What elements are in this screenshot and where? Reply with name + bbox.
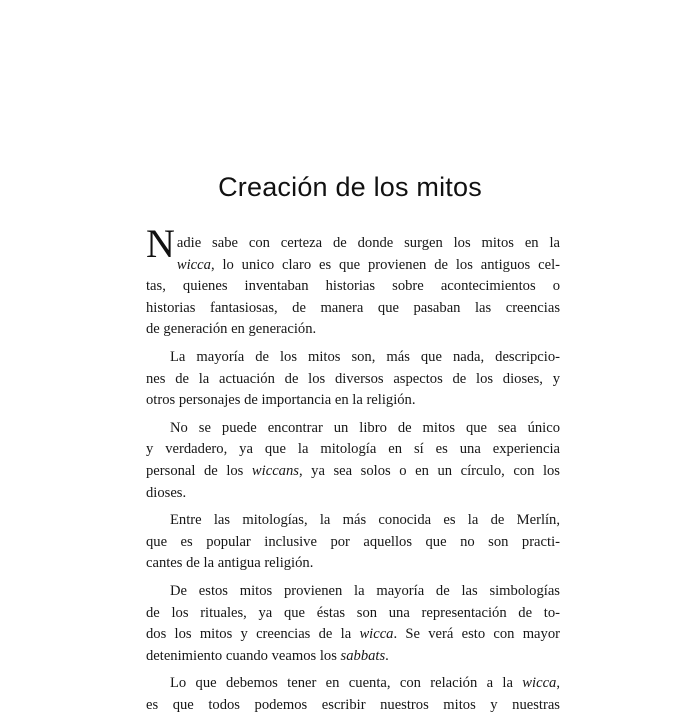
- text-line: y verdadero, ya que la mitología en sí es una experiencia: [146, 441, 560, 458]
- paragraph-6: [146, 673, 560, 716]
- paragraph-4: [146, 510, 560, 575]
- text-line: tas, quienes inventaban historias sobre acontecimientos o: [146, 278, 560, 295]
- paragraph-5: [146, 581, 560, 667]
- text-line: adie sabe con certeza de donde surgen los mitos en la: [176, 235, 560, 251]
- text-line: Entre las mitologías, la más conocida es la de Merlín,: [170, 512, 560, 529]
- text-line: Lo que debemos tener en cuenta, con relación a la wicca,: [170, 675, 560, 692]
- text-line: personal de los wiccans, ya sea solos o en un círculo, con los: [146, 462, 560, 479]
- text-line: wicca, lo unico claro es que provienen de los antiguos cel-: [176, 256, 560, 273]
- drop-cap: N: [146, 221, 175, 266]
- text-line: La mayoría de los mitos son, más que nada, descripcio-: [170, 348, 560, 365]
- text-line: que es popular inclusive por aquellos que no son practi-: [146, 533, 560, 550]
- text-line: historias fantasiosas, de manera que pasaban las creencias: [146, 299, 560, 316]
- paragraph-3: [146, 418, 560, 504]
- text-line: de los rituales, ya que éstas son una representación de to-: [146, 604, 560, 621]
- chapter-title: Creación de los mitos: [218, 172, 482, 202]
- text-line: detenimiento cuando veamos los sabbats.: [146, 647, 389, 664]
- text-line: No se puede encontrar un libro de mitos que sea único: [170, 419, 560, 436]
- text-line: es que todos podemos escribir nuestros mitos y nuestras: [146, 696, 560, 713]
- text-line: De estos mitos provienen la mayoría de las simbologías: [170, 582, 560, 599]
- text-line: otros personajes de importancia en la religión.: [146, 392, 416, 409]
- text-line: nes de la actuación de los diversos aspectos de los dioses, y: [146, 370, 560, 387]
- text-line: dos los mitos y creencias de la wicca. Se verá esto con mayor: [146, 626, 560, 643]
- body-text: [146, 221, 560, 716]
- paragraph-2: [146, 347, 560, 412]
- text-line: dioses.: [146, 484, 187, 501]
- paragraph-1: [146, 221, 560, 341]
- text-line: de generación en generación.: [146, 321, 317, 338]
- text-line: cantes de la antigua religión.: [146, 555, 314, 572]
